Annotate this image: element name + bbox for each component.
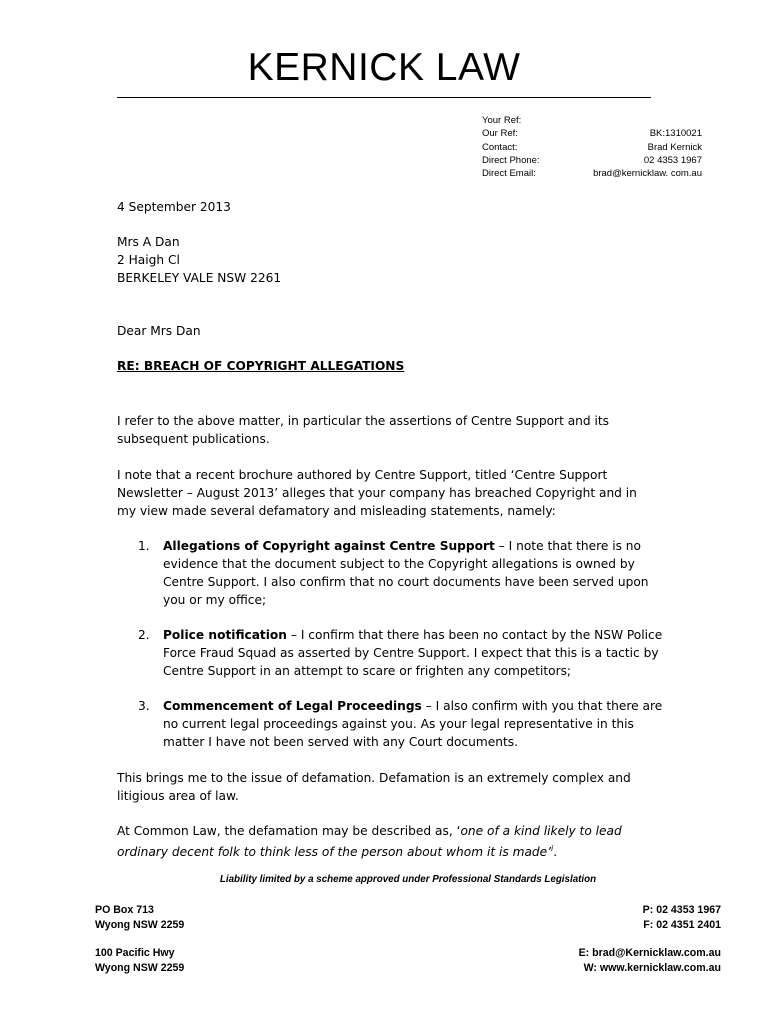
list-body: – I note that there is no evidence that the document subject to the Copyright allegations is owned by Centre Support. I also confirm that no court documents have been served upon you or my office; xyxy=(163,539,649,607)
subject-line: RE: BREACH OF COPYRIGHT ALLEGATIONS xyxy=(117,359,405,373)
list-heading: Allegations of Copyright against Centre Support xyxy=(163,539,495,553)
footer-contact xyxy=(579,946,721,976)
footer-street-address xyxy=(95,946,184,976)
footer-street-line: Wyong NSW 2259 xyxy=(95,962,185,974)
footer-phone-fax xyxy=(643,903,721,933)
recipient-locality: BERKELEY VALE NSW 2261 xyxy=(117,271,282,285)
recipient-name: Mrs A Dan xyxy=(117,235,180,249)
reference-row xyxy=(482,167,702,180)
list-number: 2. xyxy=(138,628,150,642)
list-heading: Commencement of Legal Proceedings xyxy=(163,699,422,713)
letter-date: 4 September 2013 xyxy=(117,200,231,214)
list-body: – I confirm that there has been no contact by the NSW Police Force Fraud Squad as asserted by Centre Support. I expect that this is a tactic by Centre Support in an attempt to scare or frighten any competitors; xyxy=(163,628,663,678)
recipient-street: 2 Haigh Cl xyxy=(117,253,180,267)
reference-block xyxy=(482,114,702,180)
footer-postal-line: PO Box 713 xyxy=(95,904,154,916)
reference-label: Direct Phone: xyxy=(482,154,540,166)
reference-label: Contact: xyxy=(482,141,518,153)
list-text xyxy=(163,537,663,609)
footer-website[interactable]: W: www.kernicklaw.com.au xyxy=(583,962,721,974)
common-law-prefix: At Common Law, the defamation may be described as, ‘ xyxy=(117,824,461,838)
letterhead-rule xyxy=(117,97,651,98)
list-number: 1. xyxy=(138,539,150,553)
reference-label: Your Ref: xyxy=(482,115,522,126)
liability-statement: Liability limited by a scheme approved under Professional Standards Legislation xyxy=(219,874,597,885)
letterhead-firm-name: KERNICK LAW xyxy=(247,46,521,89)
list-heading: Police notification xyxy=(163,628,287,642)
list-text xyxy=(163,697,663,751)
paragraph-intro: I refer to the above matter, in particular the assertions of Centre Support and its subsequent publications. xyxy=(117,414,610,446)
footer-postal-line: Wyong NSW 2259 xyxy=(95,919,185,931)
footer-email[interactable]: E: brad@Kernicklaw.com.au xyxy=(578,947,721,959)
footer-postal-address xyxy=(95,903,184,933)
common-law-suffix: . xyxy=(553,845,558,860)
reference-value: Brad Kernick xyxy=(647,141,702,153)
reference-label: Our Ref: xyxy=(482,128,518,140)
reference-row xyxy=(482,154,702,167)
reference-value: BK:1310021 xyxy=(649,128,702,140)
common-law-quote: one of a kind likely to lead ordinary decent folk to think less of the person about whom it is made’ xyxy=(117,824,622,860)
reference-row xyxy=(482,127,702,140)
paragraph-defamation: This brings me to the issue of defamation. Defamation is an extremely complex and litigious area of law. xyxy=(117,771,631,803)
list-body: – I also confirm with you that there are no current legal proceedings against you. As your legal representative in this matter I have not been served with any Court documents. xyxy=(163,699,663,749)
endnote-marker: i xyxy=(551,844,554,853)
paragraph-brochure: I note that a recent brochure authored by Centre Support, titled ‘Centre Support Newsletter – August 2013’ alleges that your company has breached Copyright and in my view made several defamatory and misleading statements, namely: xyxy=(117,468,637,518)
reference-value: brad@kernicklaw. com.au xyxy=(593,168,702,180)
footer-street-line: 100 Pacific Hwy xyxy=(95,947,175,959)
salutation: Dear Mrs Dan xyxy=(117,324,201,338)
reference-row xyxy=(482,141,702,154)
reference-value: 02 4353 1967 xyxy=(643,154,702,166)
list-text xyxy=(163,626,663,680)
paragraph-common-law xyxy=(117,822,657,861)
reference-label: Direct Email: xyxy=(482,168,536,180)
footer-phone: P: 02 4353 1967 xyxy=(642,904,721,916)
list-number: 3. xyxy=(138,699,150,713)
reference-row xyxy=(482,114,702,127)
footer-fax: F: 02 4351 2401 xyxy=(643,919,721,931)
